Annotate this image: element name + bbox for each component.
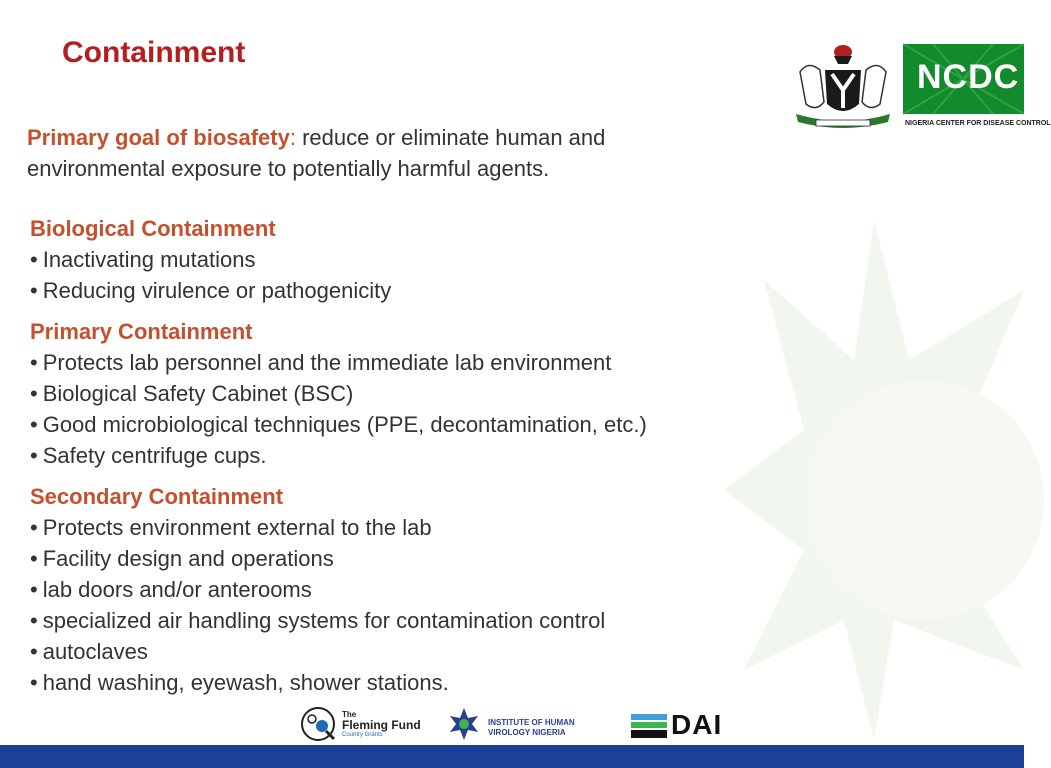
fleming-fund-text (342, 710, 421, 740)
dai-logo (631, 706, 731, 742)
nigeria-coat-of-arms-logo (790, 42, 896, 130)
dai-logo-text: DAI (671, 709, 723, 740)
fleming-fund-logo (300, 706, 430, 742)
section-heading: Secondary Containment (30, 484, 284, 509)
ihvn-logo (448, 706, 588, 742)
ihvn-icon (448, 706, 480, 742)
fleming-fund-line1: The (342, 710, 357, 719)
ncdc-logo-text: NCDC (917, 58, 1020, 96)
section-secondary-containment (30, 481, 730, 698)
bullet-item: • Protects environment external to the lab (30, 512, 730, 543)
bullet-item: • autoclaves (30, 636, 730, 667)
intro-label: Primary goal of biosafety (27, 125, 290, 150)
fleming-fund-icon (300, 706, 338, 742)
section-primary-containment (30, 316, 730, 471)
bullet-item: • Inactivating mutations (30, 244, 730, 275)
fleming-fund-line2: Fleming Fund (342, 718, 421, 732)
ncdc-logo (903, 44, 1051, 132)
intro-colon: : (289, 125, 296, 150)
bullet-item: • hand washing, eyewash, shower stations. (30, 667, 730, 698)
background-star-watermark (724, 200, 1024, 740)
slide-title: Containment (62, 36, 246, 69)
ihvn-line2: VIROLOGY NIGERIA (488, 728, 566, 737)
bullet-item: • Biological Safety Cabinet (BSC) (30, 378, 730, 409)
section-heading: Biological Containment (30, 216, 276, 241)
bullet-item: • Safety centrifuge cups. (30, 440, 730, 471)
intro-text-line2: environmental exposure to potentially harmful agents. (27, 156, 550, 181)
bullet-item: • lab doors and/or anterooms (30, 574, 730, 605)
intro-text-line1: reduce or eliminate human and (295, 125, 606, 150)
section-heading: Primary Containment (30, 319, 253, 344)
fleming-fund-line3: Country Grants (342, 732, 383, 738)
bullet-item: • Good microbiological techniques (PPE, decontamination, etc.) (30, 409, 730, 440)
ncdc-logo-box (903, 44, 1024, 114)
bullet-item: • Reducing virulence or pathogenicity (30, 275, 730, 306)
intro-paragraph (27, 122, 687, 184)
bullet-item: • Protects lab personnel and the immediate lab environment (30, 347, 730, 378)
ncdc-logo-subtitle: NIGERIA CENTER FOR DISEASE CONTROL (905, 120, 1051, 127)
ihvn-line1: INSTITUTE OF HUMAN (488, 718, 575, 727)
dai-stripes-icon (631, 706, 667, 742)
section-biological-containment (30, 213, 730, 306)
footer-bar (0, 745, 1024, 768)
bullet-item: • specialized air handling systems for contamination control (30, 605, 730, 636)
ihvn-text (488, 718, 575, 738)
bullet-item: • Facility design and operations (30, 543, 730, 574)
